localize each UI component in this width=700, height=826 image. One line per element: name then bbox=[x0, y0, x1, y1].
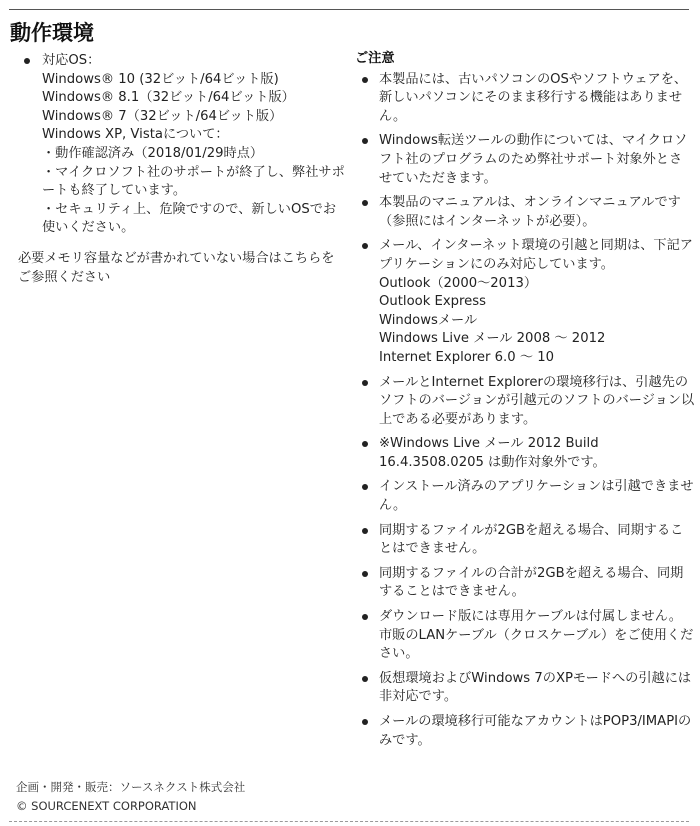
os-line: Windows XP, Vistaについて： bbox=[42, 127, 229, 143]
caution-heading: ご注意 bbox=[355, 51, 395, 66]
page-title: 動作環境 bbox=[10, 21, 94, 45]
caution-item: インストール済みのアプリケーションは引越できません。 bbox=[355, 478, 695, 515]
caution-item: メールとInternet Explorerの環境移行は、引越先のソフトのバージョンが引越元のソフトのバージョン以上である必要があります。 bbox=[355, 374, 695, 430]
os-label: 対応OS： bbox=[42, 53, 101, 68]
footer bbox=[16, 778, 245, 816]
caution-item: メールの環境移行可能なアカウントはPOP3/IMAPIのみです。 bbox=[355, 713, 695, 750]
caution-column bbox=[355, 50, 695, 756]
os-line: ・動作確認済み（2018/01/29時点） bbox=[42, 145, 264, 161]
supported-app: Internet Explorer 6.0 ～ 10 bbox=[379, 349, 554, 365]
caution-item: ※Windows Live メール 2012 Build 16.4.3508.0205 は動作対象外です。 bbox=[355, 435, 695, 472]
top-divider bbox=[9, 9, 689, 10]
footer-copyright: © SOURCENEXT CORPORATION bbox=[16, 799, 197, 813]
caution-item: Windows転送ツールの動作については、マイクロソフト社のプログラムのため弊社サポート対象外とさせていただきます。 bbox=[355, 132, 695, 188]
caution-list bbox=[355, 71, 695, 751]
os-line: Windows® 7（32ビット/64ビット版） bbox=[42, 108, 283, 124]
os-line: ・マイクロソフト社のサポートが終了し、弊社サポートも終了しています。 bbox=[42, 164, 345, 199]
caution-item: 本製品のマニュアルは、オンラインマニュアルです（参照にはインターネットが必要）。 bbox=[355, 194, 695, 231]
caution-item: 同期するファイルが2GBを超える場合、同期することはできません。 bbox=[355, 522, 695, 559]
supported-app: Windows Live メール 2008 ～ 2012 bbox=[379, 331, 606, 347]
system-requirements-column bbox=[0, 52, 345, 287]
caution-item bbox=[355, 237, 695, 367]
supported-app: Outlook Express bbox=[379, 294, 487, 310]
supported-app: Windowsメール bbox=[379, 312, 478, 328]
caution-item: 同期するファイルの合計が2GBを超える場合、同期することはできません。 bbox=[355, 565, 695, 602]
bottom-divider bbox=[9, 821, 689, 822]
caution-item-text: メール、インターネット環境の引越と同期は、下記アプリケーションにのみ対応しています。 bbox=[379, 238, 693, 272]
os-list bbox=[0, 52, 345, 238]
caution-item: 仮想環境およびWindows 7のXPモードへの引越には非対応です。 bbox=[355, 670, 695, 707]
os-line: ・セキュリティ上、危険ですので、新しいOSでお使いください。 bbox=[42, 201, 337, 236]
os-line: Windows® 8.1（32ビット/64ビット版） bbox=[42, 90, 295, 106]
caution-item: 本製品には、古いパソコンのOSやソフトウェアを、新しいパソコンにそのまま移行する機能はありません。 bbox=[355, 71, 695, 127]
memory-note: 必要メモリ容量などが書かれていない場合はこちらをご参照ください bbox=[18, 250, 335, 285]
supported-app: Outlook（2000～2013） bbox=[379, 275, 538, 291]
caution-item: ダウンロード版には専用ケーブルは付属しません。市販のLANケーブル（クロスケーブル）をご使用ください。 bbox=[355, 608, 695, 664]
os-line: Windows® 10 (32ビット/64ビット版) bbox=[42, 71, 279, 87]
footer-credits: 企画・開発・販売：ソースネクスト株式会社 bbox=[16, 780, 246, 794]
os-list-item bbox=[0, 52, 345, 238]
